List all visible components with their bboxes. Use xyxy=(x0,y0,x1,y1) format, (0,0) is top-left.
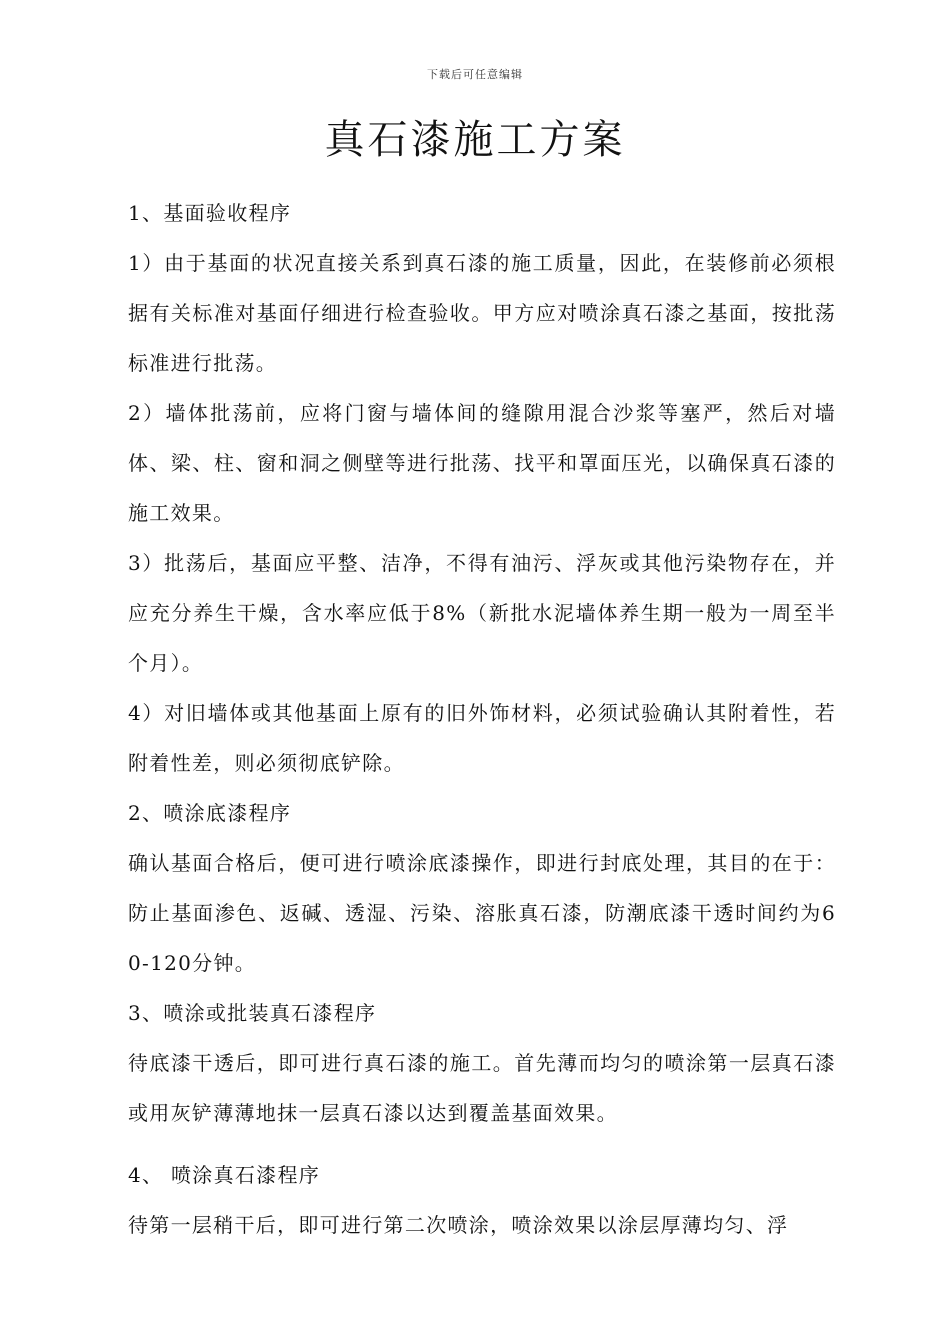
paragraph-4-1: 待第一层稍干后，即可进行第二次喷涂，喷涂效果以涂层厚薄均匀、浮 xyxy=(128,1213,789,1237)
section-heading-2: 2、喷涂底漆程序 xyxy=(128,801,292,825)
paragraph-2-1: 确认基面合格后，便可进行喷涂底漆操作，即进行封底处理，其目的在于：防止基面渗色、返碱、透湿、污染、溶胀真石漆，防潮底漆干透时间约为60-120分钟。 xyxy=(128,851,836,975)
paragraph-1-2: 2）墙体批荡前，应将门窗与墙体间的缝隙用混合沙浆等塞严，然后对墙体、梁、柱、窗和洞之侧壁等进行批荡、找平和罩面压光，以确保真石漆的施工效果。 xyxy=(128,401,836,525)
paragraph-1-1: 1）由于基面的状况直接关系到真石漆的施工质量，因此，在装修前必须根据有关标准对基面仔细进行检查验收。甲方应对喷涂真石漆之基面，按批荡标准进行批荡。 xyxy=(128,251,836,375)
document-body xyxy=(128,188,836,1250)
section-heading-1: 1、基面验收程序 xyxy=(128,201,292,225)
paragraph-3-1: 待底漆干透后，即可进行真石漆的施工。首先薄而均匀的喷涂第一层真石漆或用灰铲薄薄地抹一层真石漆以达到覆盖基面效果。 xyxy=(128,1051,836,1125)
paragraph-1-4: 4）对旧墙体或其他基面上原有的旧外饰材料，必须试验确认其附着性，若附着性差，则必须彻底铲除。 xyxy=(128,701,836,775)
section-heading-4: 4、 喷涂真石漆程序 xyxy=(128,1163,321,1187)
document-title: 真石漆施工方案 xyxy=(324,117,626,163)
paragraph-1-3: 3）批荡后，基面应平整、洁净，不得有油污、浮灰或其他污染物存在，并应充分养生干燥，含水率应低于8%（新批水泥墙体养生期一般为一周至半个月）。 xyxy=(128,551,836,675)
section-heading-3: 3、喷涂或批装真石漆程序 xyxy=(128,1001,377,1025)
header-note: 下载后可任意编辑 xyxy=(427,68,523,81)
